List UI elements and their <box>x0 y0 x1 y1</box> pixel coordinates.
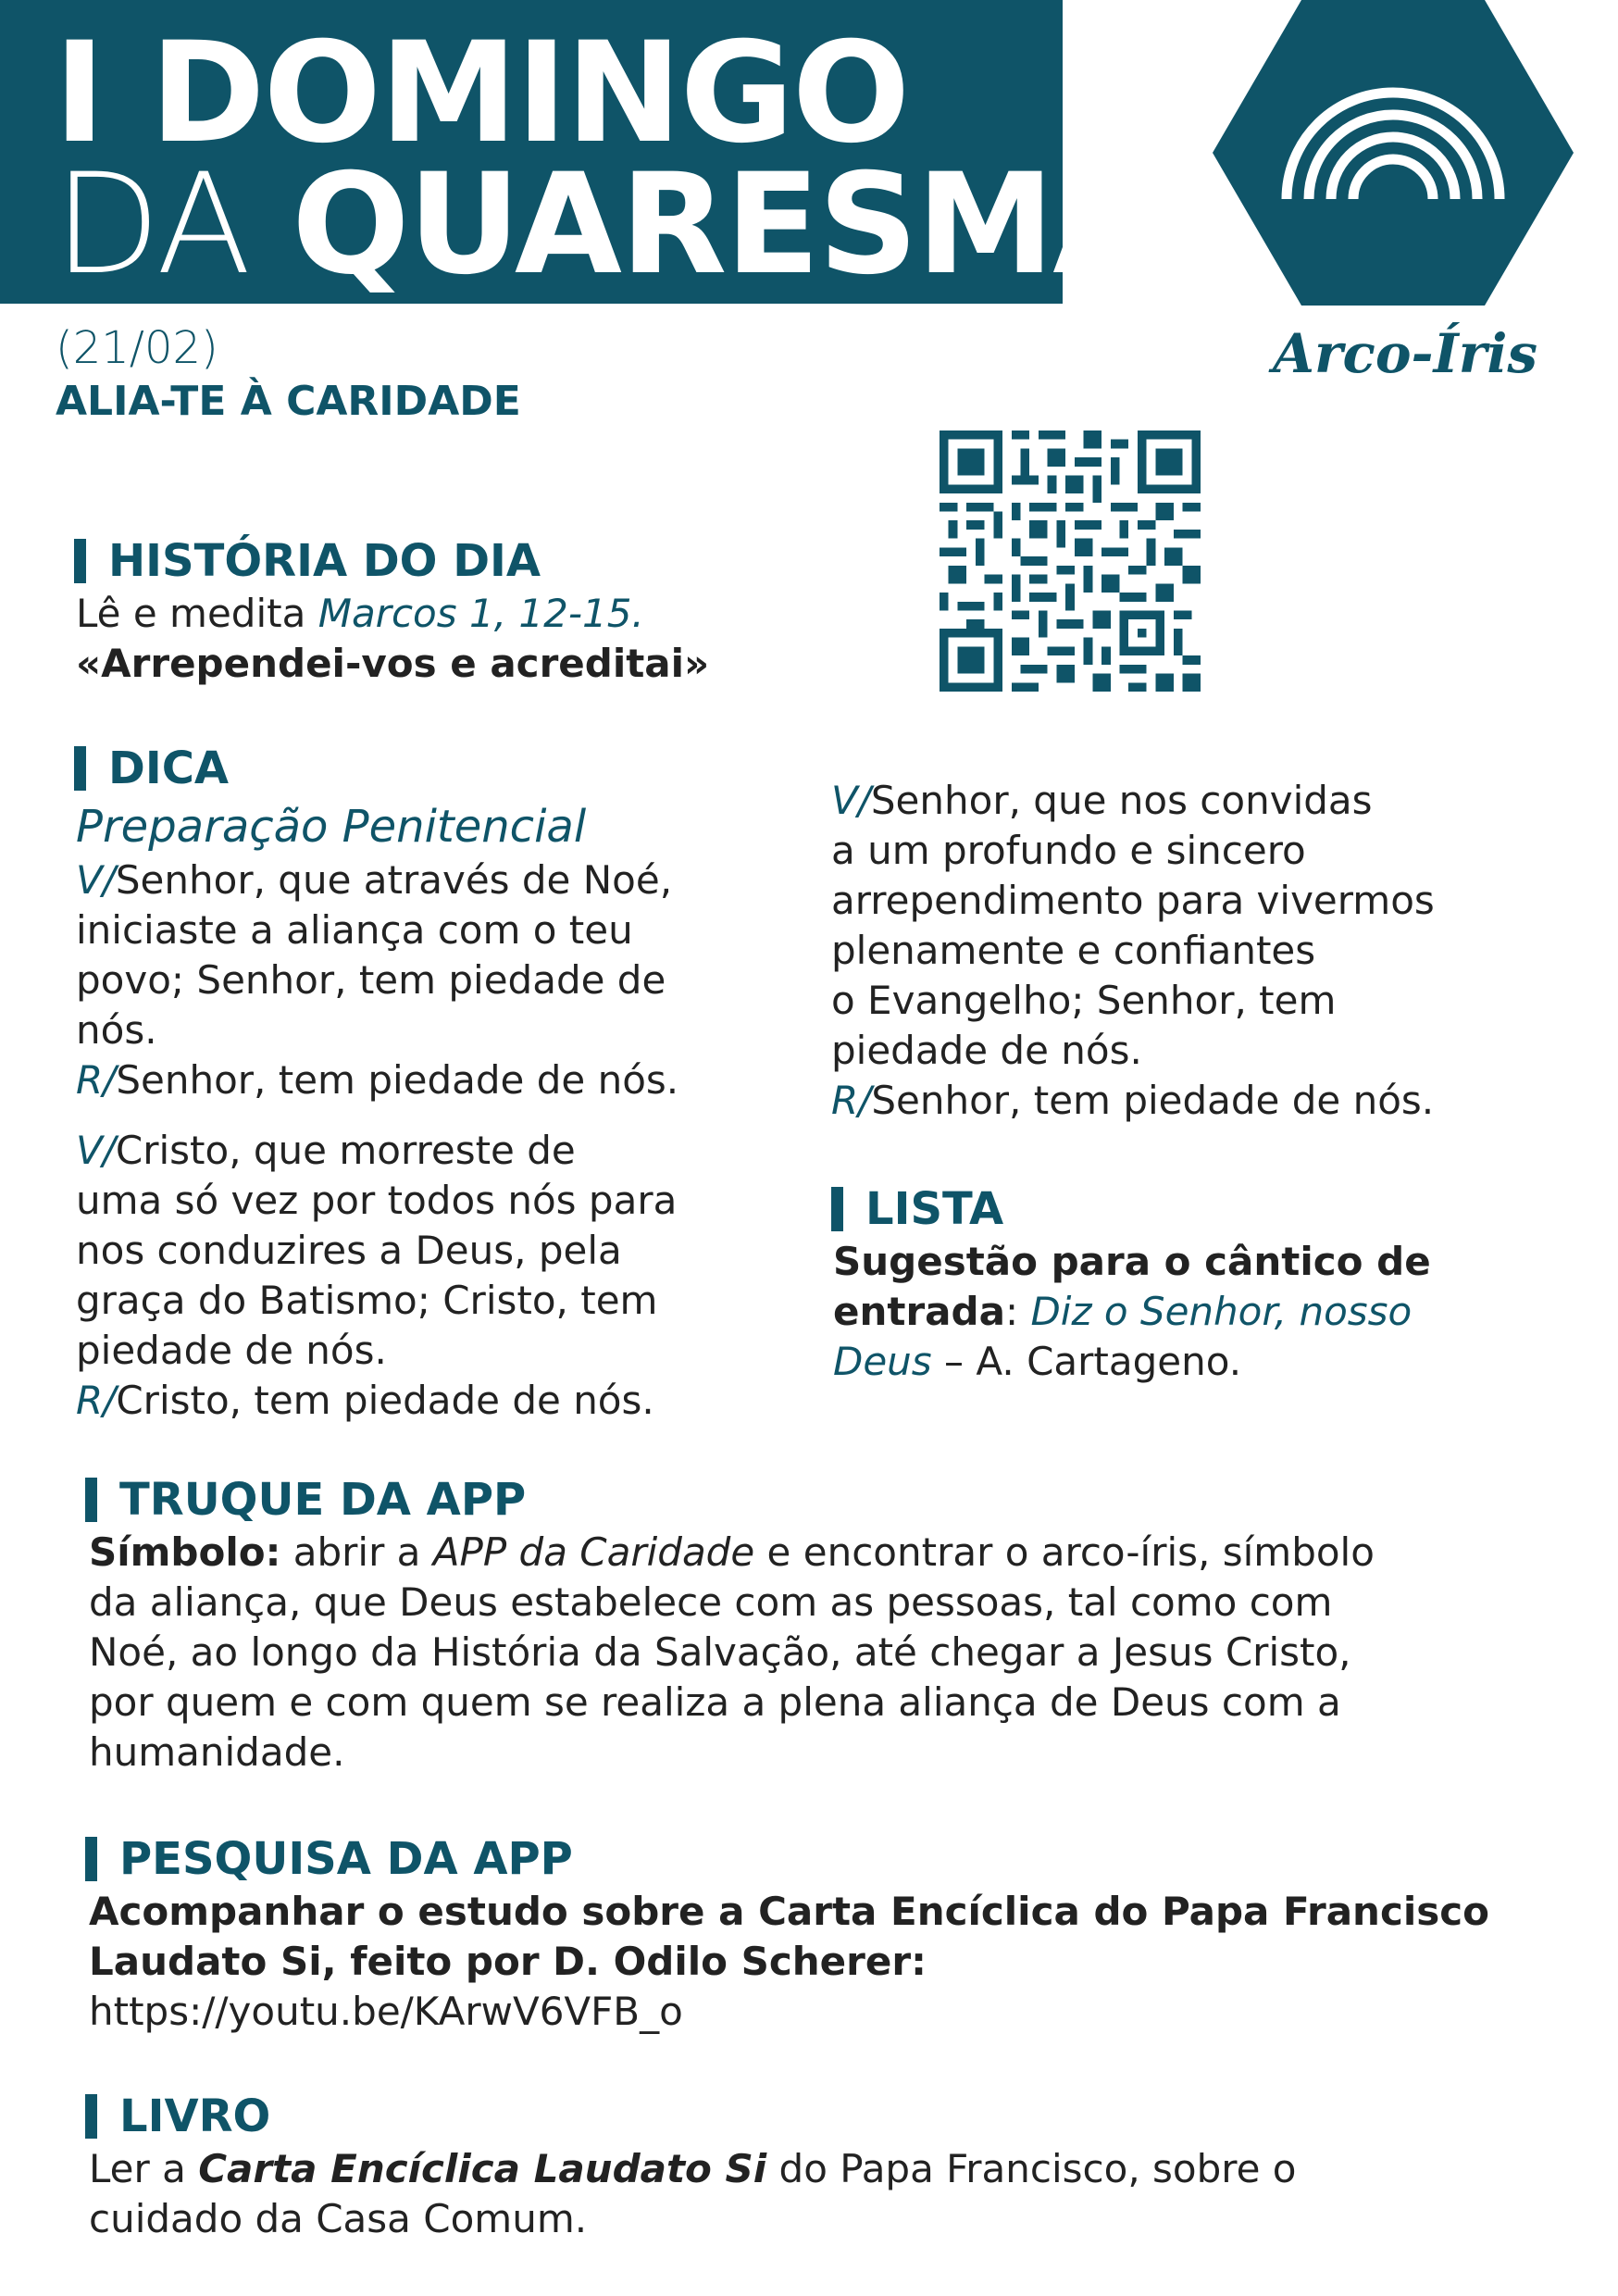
v1-line: Senhor, que através de Noé, <box>115 857 673 903</box>
v2-line: graça do Batismo; Cristo, tem <box>76 1278 658 1323</box>
truque-line: por quem e com quem se realiza a plena aliança de Deus com a <box>89 1679 1341 1725</box>
app-name: APP da Caridade <box>432 1529 755 1575</box>
pesquisa-bold-line: Laudato Si, feito por D. Odilo Scherer: <box>89 1939 927 1984</box>
section-bar <box>74 746 86 791</box>
v2-line: piedade de nós. <box>76 1328 387 1373</box>
v2-line: nos conduzires a Deus, pela <box>76 1228 622 1273</box>
read-prefix: Lê e medita <box>76 591 306 636</box>
truque-text: abrir a <box>292 1529 421 1575</box>
heading-text: TRUQUE DA APP <box>119 1474 527 1526</box>
rainbow-logo-icon <box>1213 0 1574 306</box>
section-lista-heading <box>831 1181 1003 1237</box>
livro-line: cuidado da Casa Comum. <box>89 2196 588 2241</box>
date: (21/02) <box>56 322 218 374</box>
v-marker: V/ <box>76 857 116 903</box>
v1-line: nós. <box>76 1007 157 1053</box>
title-bold: QUARESMA <box>292 144 1159 306</box>
section-livro-heading <box>85 2089 270 2144</box>
lista-bold-word: entrada <box>833 1289 1005 1334</box>
v3-line: plenamente e confiantes <box>831 928 1316 973</box>
livro-suffix: do Papa Francisco, sobre o <box>778 2146 1297 2191</box>
v3-line: piedade de nós. <box>831 1028 1142 1073</box>
video-link[interactable]: https://youtu.be/KArwV6VFB_o <box>89 1989 683 2034</box>
gospel-reference: Marcos 1, 12-15. <box>317 591 644 636</box>
v3-line: a um profundo e sincero <box>831 828 1306 873</box>
v-marker: V/ <box>831 778 871 823</box>
section-dica-heading <box>74 741 229 796</box>
dica-left-column <box>76 798 724 1426</box>
lista-colon: : <box>1004 1289 1019 1334</box>
truque-text: e encontrar o arco-íris, símbolo <box>766 1529 1375 1575</box>
v3-line: Senhor, que nos convidas <box>870 778 1373 823</box>
section-bar <box>85 1837 97 1881</box>
heading-text: HISTÓRIA DO DIA <box>108 535 541 587</box>
v1-line: povo; Senhor, tem piedade de <box>76 957 666 1003</box>
song-title: Diz o Senhor, nosso <box>1030 1289 1413 1334</box>
v3-line: o Evangelho; Senhor, tem <box>831 978 1337 1023</box>
heading-text: PESQUISA DA APP <box>119 1833 573 1885</box>
truque-line: Noé, ao longo da História da Salvação, até chegar a Jesus Cristo, <box>89 1629 1351 1675</box>
section-bar <box>85 2094 97 2139</box>
r3-line: Senhor, tem piedade de nós. <box>871 1078 1435 1123</box>
title-prefix: DA <box>54 144 250 306</box>
v-marker: V/ <box>76 1128 116 1173</box>
section-bar <box>74 539 86 583</box>
r2-line: Cristo, tem piedade de nós. <box>116 1378 654 1423</box>
r-marker: R/ <box>76 1057 117 1103</box>
qr-code-icon[interactable] <box>940 430 1201 692</box>
heading-text: LIVRO <box>119 2090 271 2142</box>
historia-body <box>76 589 709 689</box>
page-title-line-1: I DOMINGO <box>54 13 909 174</box>
theme: ALIA-TE À CARIDADE <box>56 378 521 425</box>
section-bar <box>831 1187 843 1231</box>
livro-prefix: Ler a <box>89 2146 186 2191</box>
section-bar <box>85 1478 97 1522</box>
v1-line: iniciaste a aliança com o teu <box>76 907 633 953</box>
logo-name: Arco-Íris <box>1273 322 1538 385</box>
v2-line: Cristo, que morreste de <box>115 1128 576 1173</box>
section-historia-heading <box>74 533 541 589</box>
page-title-line-2 <box>54 144 1159 306</box>
v3-line: arrependimento para vivermos <box>831 878 1435 923</box>
heading-text: LISTA <box>865 1183 1004 1235</box>
dica-subtitle: Preparação Penitencial <box>76 801 587 853</box>
section-truque-heading <box>85 1472 526 1528</box>
livro-body <box>89 2144 1297 2244</box>
truque-body <box>89 1528 1375 1778</box>
r1-line: Senhor, tem piedade de nós. <box>116 1057 679 1103</box>
lista-bold-line: Sugestão para o cântico de <box>833 1239 1431 1284</box>
symbol-label: Símbolo: <box>89 1529 281 1575</box>
pesquisa-bold-line: Acompanhar o estudo sobre a Carta Encíclica do Papa Francisco <box>89 1889 1490 1934</box>
r-marker: R/ <box>76 1378 117 1423</box>
pesquisa-body <box>89 1887 1489 2037</box>
book-title: Carta Encíclica Laudato Si <box>198 2146 767 2191</box>
song-title-end: Deus <box>833 1339 932 1384</box>
truque-line: da aliança, que Deus estabelece com as pessoas, tal como com <box>89 1579 1333 1625</box>
gospel-quote: «Arrependei-vos e acreditai» <box>76 641 710 686</box>
lista-body <box>833 1237 1431 1387</box>
song-author: – A. Cartageno. <box>944 1339 1242 1384</box>
v2-line: uma só vez por todos nós para <box>76 1178 678 1223</box>
section-pesquisa-heading <box>85 1831 573 1887</box>
historia-read-line <box>76 589 709 639</box>
dica-right-column <box>831 776 1535 1126</box>
heading-text: DICA <box>108 742 230 794</box>
truque-line: humanidade. <box>89 1729 345 1775</box>
r-marker: R/ <box>831 1078 872 1123</box>
